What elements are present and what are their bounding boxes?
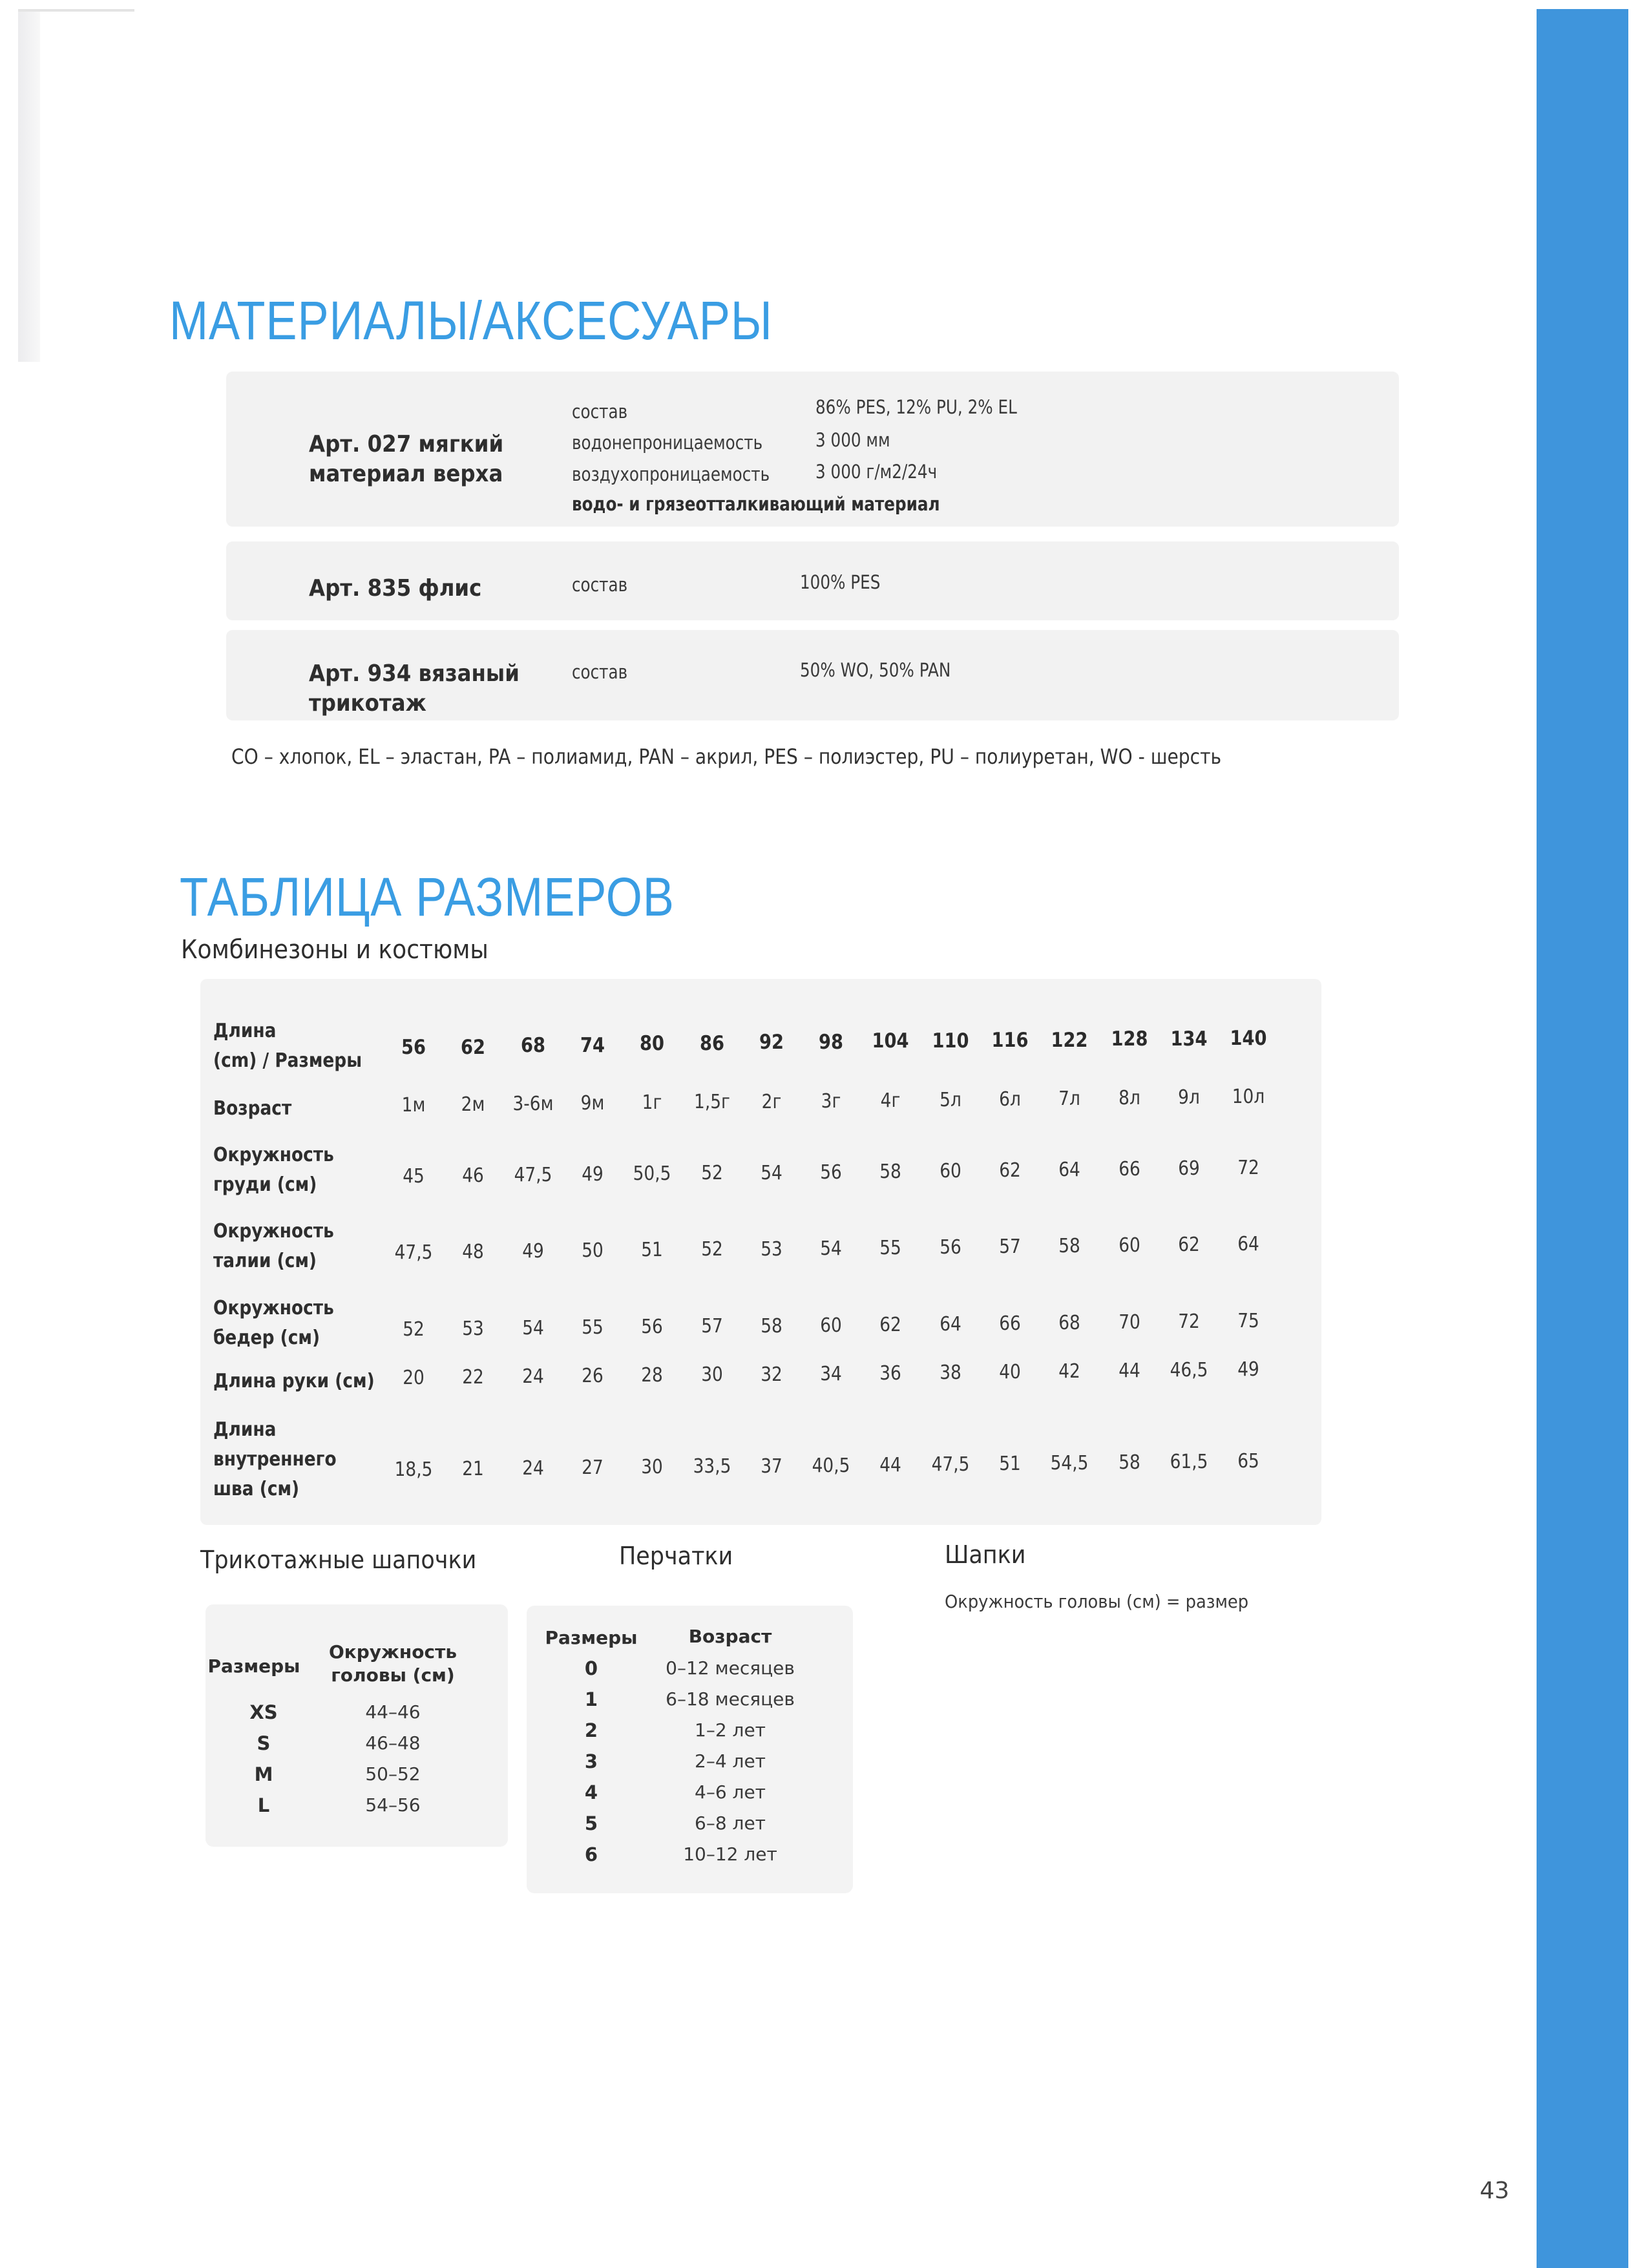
material-card xyxy=(226,372,1399,527)
table-cell: 18,5 xyxy=(394,1458,433,1481)
table-cell: 20 xyxy=(403,1367,425,1389)
gloves-age: 2–4 лет xyxy=(695,1750,766,1772)
prop-value: 86% PES, 12% PU, 2% EL xyxy=(815,396,1017,418)
table-cell: 2м xyxy=(461,1093,485,1116)
table-cell: 56 xyxy=(820,1161,842,1184)
table-cell: 50,5 xyxy=(633,1162,671,1185)
prop-label: состав xyxy=(572,401,628,423)
table-cell: 50 xyxy=(582,1239,604,1262)
table-cell: 75 xyxy=(1237,1310,1259,1332)
size-table-title: ТАБЛИЦА РАЗМЕРОВ xyxy=(180,866,675,927)
material-name-line: Арт. 027 мягкий xyxy=(309,431,504,457)
table-cell: 47,5 xyxy=(931,1453,970,1476)
row-label-line: талии (см) xyxy=(213,1250,317,1272)
table-cell: 72 xyxy=(1178,1310,1200,1333)
gloves-age: 4–6 лет xyxy=(695,1781,766,1803)
materials-title: МАТЕРИАЛЫ/АКСЕСУАРЫ xyxy=(169,290,773,351)
row-label-line: Окружность xyxy=(213,1220,334,1243)
table-cell: 47,5 xyxy=(394,1241,433,1264)
table-cell: 56 xyxy=(939,1236,961,1259)
col-header-line: Окружность xyxy=(328,1641,457,1663)
table-cell: 54 xyxy=(521,1317,544,1339)
table-cell: 54 xyxy=(820,1237,842,1260)
caps-head-circ: 46–48 xyxy=(365,1732,421,1754)
table-cell: 24 xyxy=(521,1457,544,1480)
table-cell: 68 xyxy=(1058,1312,1081,1334)
table-cell: 55 xyxy=(582,1316,604,1339)
gloves-table xyxy=(527,1606,853,1893)
size-table xyxy=(200,979,1321,1525)
caps-head-circ: 44–46 xyxy=(365,1701,421,1723)
table-cell: 1г xyxy=(642,1091,662,1114)
table-cell: 27 xyxy=(582,1456,604,1479)
table-cell: 49 xyxy=(1237,1358,1259,1381)
table-cell: 62 xyxy=(879,1314,902,1336)
prop-label: воздухопроницаемость xyxy=(572,463,770,485)
side-color-bar xyxy=(1537,9,1628,2268)
prop-value: 3 000 мм xyxy=(815,429,890,451)
size-header-cell: 80 xyxy=(640,1032,665,1055)
table-cell: 61,5 xyxy=(1170,1451,1208,1473)
table-cell: 8л xyxy=(1118,1087,1140,1109)
table-cell: 51 xyxy=(641,1239,663,1261)
table-cell: 60 xyxy=(820,1314,842,1337)
table-cell: 69 xyxy=(1178,1157,1200,1180)
col-header-head-circ xyxy=(315,1641,470,1687)
table-cell: 58 xyxy=(1118,1451,1140,1474)
table-cell: 9л xyxy=(1178,1086,1200,1109)
table-cell: 53 xyxy=(462,1318,485,1340)
size-header-cell: 62 xyxy=(461,1036,486,1059)
col-header-sizes: Размеры xyxy=(545,1627,638,1648)
table-cell: 26 xyxy=(582,1365,604,1387)
size-header-cell: 104 xyxy=(872,1029,909,1053)
table-cell: 47,5 xyxy=(514,1164,552,1186)
row-label-line: Длина руки (см) xyxy=(213,1370,375,1392)
table-cell: 10л xyxy=(1232,1086,1265,1108)
size-header-cell: 98 xyxy=(819,1031,844,1054)
table-cell: 70 xyxy=(1118,1311,1140,1334)
table-cell: 62 xyxy=(1178,1234,1200,1256)
table-cell: 42 xyxy=(1058,1360,1081,1383)
table-cell: 60 xyxy=(1118,1234,1140,1257)
table-cell: 57 xyxy=(700,1315,723,1338)
table-cell: 22 xyxy=(462,1366,485,1389)
table-cell: 30 xyxy=(641,1456,663,1478)
gloves-size: 0 xyxy=(584,1657,598,1679)
row-label-line: груди (см) xyxy=(213,1173,317,1196)
table-cell: 24 xyxy=(521,1365,544,1388)
row-label-line: бедер (см) xyxy=(213,1327,320,1349)
table-cell: 72 xyxy=(1237,1157,1259,1179)
table-cell: 33,5 xyxy=(693,1455,731,1478)
caps-size: S xyxy=(257,1732,271,1754)
row-label-line: шва (см) xyxy=(213,1478,300,1500)
size-header-cell: 74 xyxy=(580,1034,605,1057)
table-cell: 66 xyxy=(1118,1158,1140,1181)
table-cell: 4г xyxy=(881,1089,901,1112)
table-cell: 64 xyxy=(939,1313,961,1336)
row-label xyxy=(213,1294,334,1353)
gloves-age: 6–18 месяцев xyxy=(666,1688,795,1710)
table-cell: 1,5г xyxy=(693,1091,730,1113)
table-cell: 54 xyxy=(760,1162,782,1184)
gloves-age: 6–8 лет xyxy=(695,1812,766,1834)
material-name-line: материал верха xyxy=(309,461,503,487)
row-label xyxy=(213,1217,334,1276)
table-cell: 55 xyxy=(879,1237,902,1259)
knit-caps-title: Трикотажные шапочки xyxy=(200,1546,477,1574)
table-cell: 40 xyxy=(999,1361,1021,1383)
row-label-line: Возраст xyxy=(213,1097,292,1120)
table-cell: 49 xyxy=(521,1240,544,1263)
table-cell: 6л xyxy=(999,1088,1021,1111)
size-header-cell: 122 xyxy=(1051,1029,1088,1052)
table-cell: 44 xyxy=(1118,1360,1140,1382)
table-cell: 44 xyxy=(879,1454,902,1476)
gloves-size: 6 xyxy=(584,1843,598,1865)
table-cell: 30 xyxy=(700,1363,723,1386)
table-cell: 57 xyxy=(999,1235,1021,1258)
size-header-cell: 110 xyxy=(932,1029,969,1053)
table-cell: 65 xyxy=(1237,1450,1259,1473)
size-header-cell: 68 xyxy=(520,1034,545,1057)
table-cell: 40,5 xyxy=(812,1454,850,1477)
prop-label: водонепроницаемость xyxy=(572,432,763,454)
table-cell: 56 xyxy=(641,1316,663,1338)
material-name-line: трикотаж xyxy=(309,690,426,717)
hats-title: Шапки xyxy=(945,1540,1026,1569)
page-edge-shadow xyxy=(18,9,40,362)
table-cell: 58 xyxy=(1058,1235,1081,1257)
size-header-cell: 134 xyxy=(1170,1027,1208,1051)
table-cell: 64 xyxy=(1058,1159,1081,1181)
gloves-title: Перчатки xyxy=(619,1542,733,1570)
material-card xyxy=(226,541,1399,620)
size-header-cell: 128 xyxy=(1111,1027,1148,1051)
gloves-size: 1 xyxy=(584,1688,598,1710)
table-cell: 46,5 xyxy=(1170,1359,1208,1381)
material-name-line: Арт. 934 вязаный xyxy=(309,660,520,687)
table-cell: 3-6м xyxy=(512,1093,554,1115)
row-label-line: Окружность xyxy=(213,1144,334,1166)
table-cell: 64 xyxy=(1237,1233,1259,1255)
gloves-size: 3 xyxy=(584,1750,598,1772)
table-cell: 48 xyxy=(462,1241,485,1263)
size-header-cell: 56 xyxy=(401,1036,426,1059)
prop-value: 100% PES xyxy=(800,571,881,593)
table-cell: 9м xyxy=(580,1092,605,1115)
size-header-cell: 140 xyxy=(1230,1027,1267,1050)
table-cell: 60 xyxy=(939,1160,961,1182)
size-header-cell: 86 xyxy=(699,1032,724,1055)
prop-value: 3 000 г/м2/24ч xyxy=(815,461,938,483)
row-label xyxy=(213,1367,375,1396)
gloves-size: 2 xyxy=(584,1719,598,1741)
gloves-size: 4 xyxy=(584,1781,598,1803)
table-cell: 66 xyxy=(999,1312,1021,1335)
table-cell: 45 xyxy=(403,1165,425,1188)
fiber-legend: CO – хлопок, EL – эластан, PA – полиамид, PAN – акрил, PES – полиэстер, PU – полиуретан, WO - шерсть xyxy=(231,744,1222,769)
table-cell: 1м xyxy=(401,1094,426,1117)
size-header-cell: 116 xyxy=(991,1029,1029,1052)
caps-size: L xyxy=(257,1794,270,1816)
col-header-sizes: Размеры xyxy=(207,1655,300,1677)
col-header-line: головы (см) xyxy=(331,1664,455,1686)
page-edge-line xyxy=(18,9,134,12)
col-header-age: Возраст xyxy=(688,1626,772,1647)
table-cell: 51 xyxy=(999,1453,1021,1475)
caps-size: XS xyxy=(249,1701,278,1723)
caps-head-circ: 54–56 xyxy=(365,1794,421,1816)
table-cell: 21 xyxy=(462,1458,485,1480)
gloves-age: 0–12 месяцев xyxy=(666,1657,795,1679)
material-name xyxy=(309,659,520,719)
table-cell: 34 xyxy=(820,1363,842,1385)
prop-label: состав xyxy=(572,661,628,683)
table-cell: 58 xyxy=(879,1160,902,1183)
table-cell: 5л xyxy=(939,1089,961,1111)
page-number: 43 xyxy=(1480,2178,1509,2204)
gloves-age: 1–2 лет xyxy=(695,1719,766,1741)
row-label xyxy=(213,1415,337,1504)
caps-head-circ: 50–52 xyxy=(365,1763,421,1785)
table-cell: 46 xyxy=(462,1164,485,1187)
size-table-subtitle: Комбинезоны и костюмы xyxy=(181,935,488,965)
table-cell: 62 xyxy=(999,1159,1021,1182)
table-cell: 54,5 xyxy=(1050,1452,1089,1475)
row-label xyxy=(213,1094,291,1124)
table-cell: 7л xyxy=(1058,1087,1081,1110)
material-card xyxy=(226,630,1399,720)
material-note: водо- и грязеотталкивающий материал xyxy=(572,493,940,515)
gloves-size: 5 xyxy=(584,1812,598,1834)
table-cell: 53 xyxy=(760,1238,782,1261)
gloves-age: 10–12 лет xyxy=(683,1843,777,1865)
table-cell: 37 xyxy=(760,1455,782,1478)
material-name: Арт. 835 флис xyxy=(309,575,482,602)
size-header-cell: 92 xyxy=(759,1031,784,1054)
prop-label: состав xyxy=(572,574,628,596)
row-label-line: внутреннего xyxy=(213,1448,337,1471)
table-cell: 52 xyxy=(700,1238,723,1261)
row-label-line: Длина xyxy=(213,1418,277,1441)
table-cell: 36 xyxy=(879,1362,902,1385)
table-cell: 49 xyxy=(582,1163,604,1186)
table-cell: 2г xyxy=(761,1091,782,1113)
table-cell: 52 xyxy=(403,1318,425,1341)
hats-note: Окружность головы (см) = размер xyxy=(945,1591,1249,1612)
material-name xyxy=(309,430,503,489)
header-label-line: (cm) / Размеры xyxy=(213,1049,362,1072)
header-label-line: Длина xyxy=(213,1020,277,1042)
caps-size: M xyxy=(254,1763,273,1785)
table-cell: 28 xyxy=(641,1364,663,1387)
table-cell: 52 xyxy=(700,1162,723,1184)
row-label xyxy=(213,1140,334,1200)
table-cell: 38 xyxy=(939,1361,961,1384)
knit-caps-table xyxy=(205,1604,508,1847)
table-cell: 3г xyxy=(821,1090,841,1113)
header-label xyxy=(213,1016,362,1076)
prop-value: 50% WO, 50% PAN xyxy=(800,659,951,681)
table-cell: 58 xyxy=(760,1315,782,1338)
table-cell: 32 xyxy=(760,1363,782,1386)
row-label-line: Окружность xyxy=(213,1297,334,1319)
